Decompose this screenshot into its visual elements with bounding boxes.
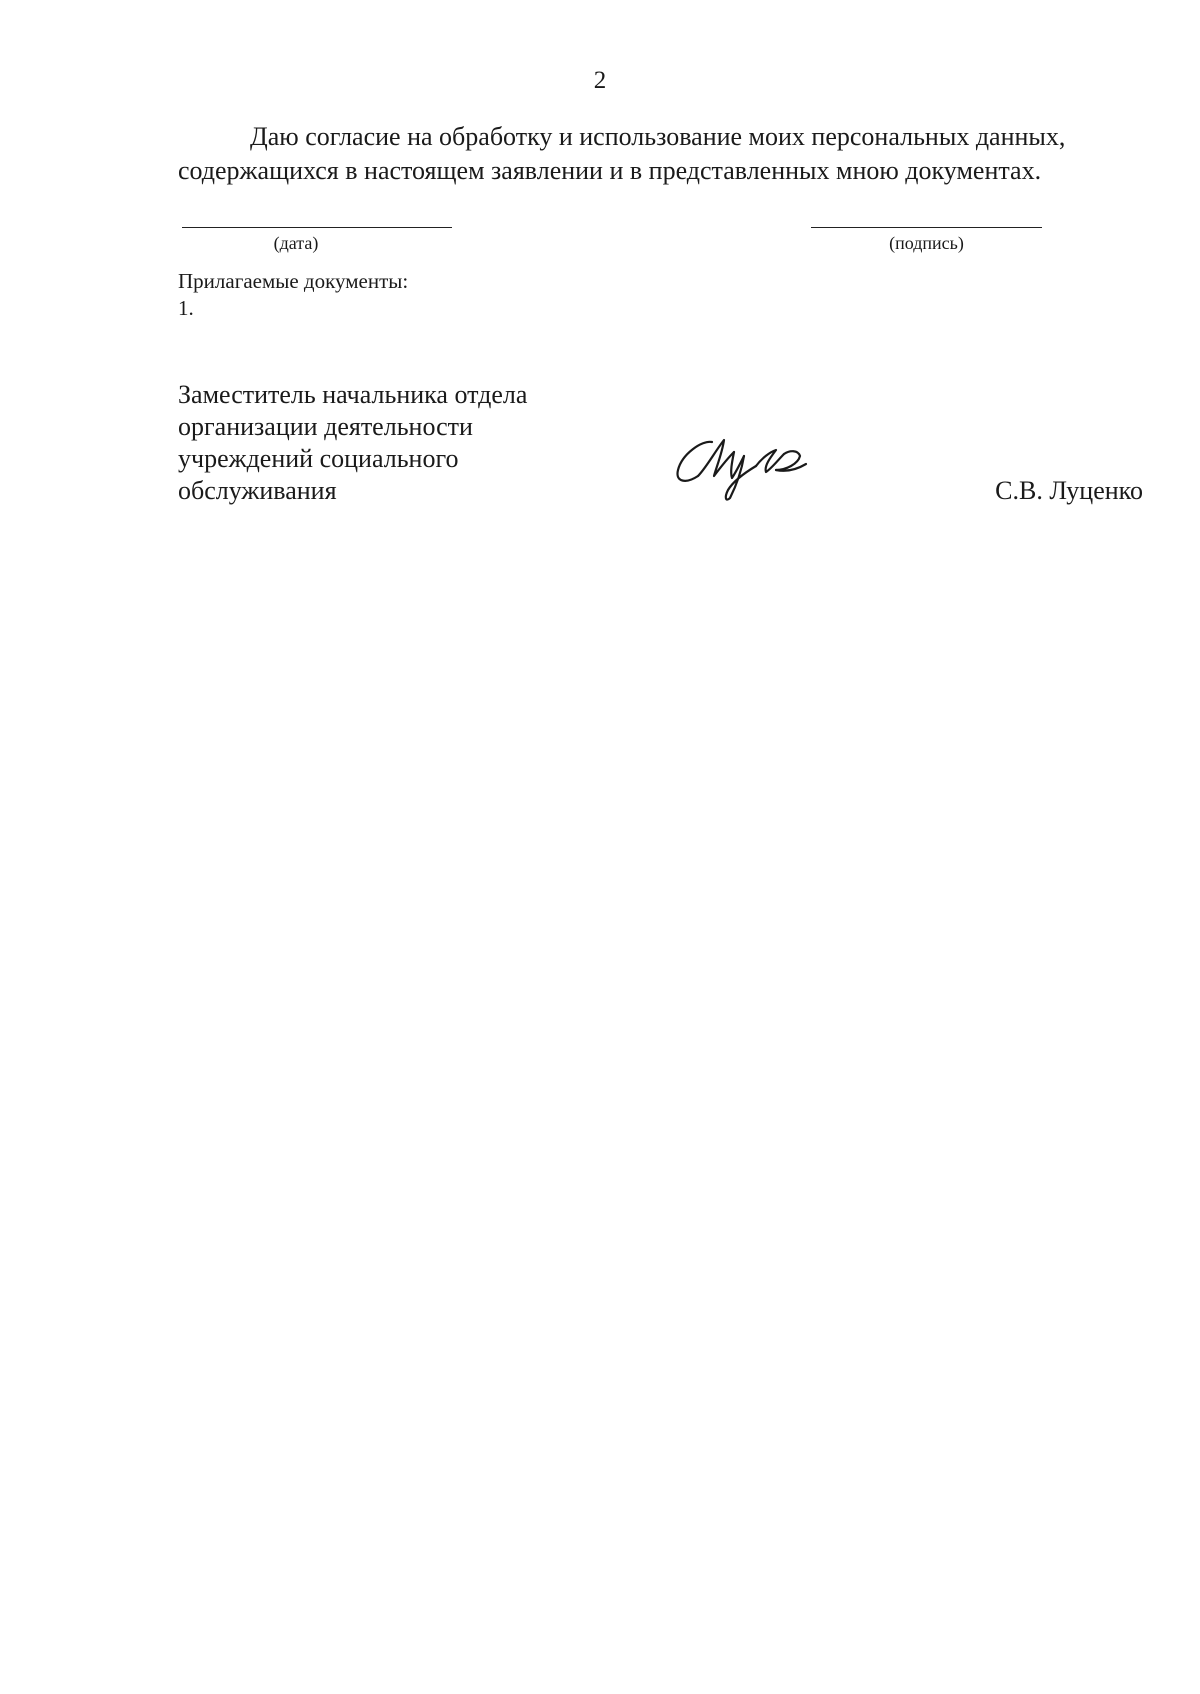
date-caption: (дата) xyxy=(273,233,319,253)
position-line-4: обслуживания xyxy=(178,476,337,505)
attachments-heading: Прилагаемые документы: xyxy=(178,269,409,293)
page-number: 2 xyxy=(593,67,607,94)
signature-caption: (подпись) xyxy=(889,233,964,253)
signature-underline xyxy=(811,227,1042,228)
consent-paragraph xyxy=(178,120,1122,188)
handwritten-signature-icon xyxy=(672,432,822,504)
consent-line-1: Даю согласие на обработку и использование моих персональных данных, xyxy=(250,122,1066,151)
position-line-3: учреждений социального xyxy=(178,444,459,473)
position-line-2: организации деятельности xyxy=(178,412,473,441)
signatory-position xyxy=(178,379,527,507)
attachment-item-1: 1. xyxy=(178,296,194,320)
date-underline xyxy=(182,227,452,228)
attachments-section xyxy=(178,268,408,322)
consent-line-2: содержащихся в настоящем заявлении и в представленных мною документах. xyxy=(178,156,1042,185)
signatory-name: С.В. Луценко xyxy=(995,476,1143,505)
position-line-1: Заместитель начальника отдела xyxy=(178,380,528,409)
